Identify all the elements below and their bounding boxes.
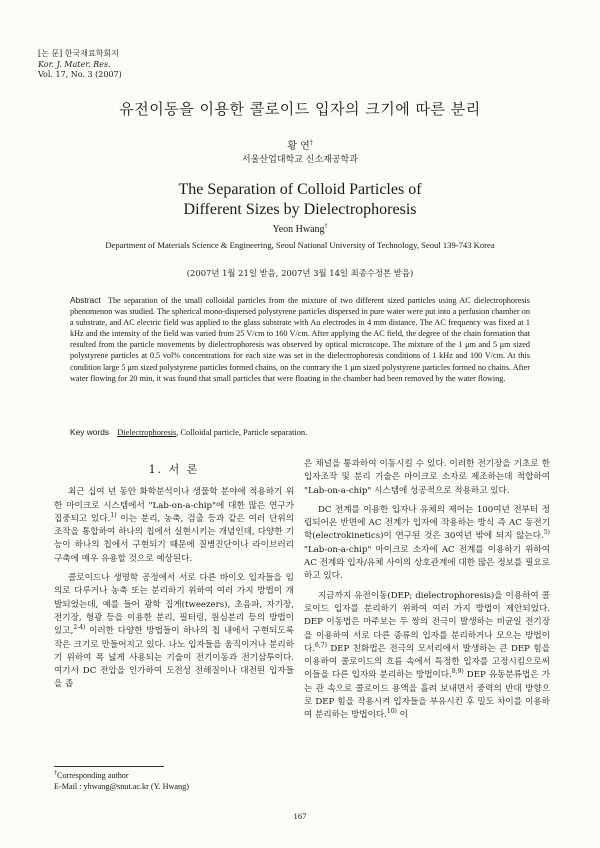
keywords-rest: , Colloidal particle, Particle separation. bbox=[176, 428, 308, 437]
footnote-divider bbox=[54, 766, 164, 767]
author-english-name: Yeon Hwang bbox=[272, 224, 325, 235]
affiliation-english: Department of Materials Science & Engineering, Seoul National University of Technology, Seoul 139-743 Korea bbox=[105, 240, 495, 250]
abstract-label: Abstract bbox=[70, 295, 101, 305]
paragraph bbox=[54, 572, 294, 692]
page-number: 167 bbox=[293, 811, 307, 821]
paragraph-text: DEP 유동분류법은 가는 관 속으로 콜로이드 용액을 흘려 보내면서 중력의 반대 방향으로 DEP 힘을 작용시켜 입자들을 부유시킨 후 밀도 차이를 이용하여 분리하는 방법이다. bbox=[304, 670, 550, 721]
paragraph bbox=[304, 458, 550, 498]
footnote-corresponding bbox=[54, 770, 189, 781]
journal-volume: Vol. 17, No. 3 (2007) bbox=[38, 70, 122, 79]
author-korean bbox=[0, 137, 600, 152]
keywords-label: Key words bbox=[70, 427, 110, 437]
affiliation-korean: 서울산업대학교 신소재공학과 bbox=[242, 155, 358, 165]
citation: 2-4) bbox=[73, 624, 86, 632]
paragraph-text: "Lab-on-a-chip" 마이크로 소자에 AC 전계를 이용하기 위하여 AC 전계와 입자/유체 사이의 상호관계에 대한 많은 정보를 필요로 하고 있다. bbox=[304, 544, 550, 582]
column-right bbox=[304, 458, 550, 723]
paragraph-text: DEP 친화법은 전극의 모서리에서 발생하는 큰 DEP 힘을 이용하여 콜로이드의 흐름 속에서 특정한 입자를 고정시킴으로써 이들을 다른 입자와 분리하는 방법이다. bbox=[304, 643, 550, 681]
paragraph-text: 이러한 다양한 방법들이 하나의 칩 내에서 구현되도록 작은 크기로 만들어지고 있다. 나노 입자들을 움직이거나 분리하기 위하여 폭 넓게 사용되는 기술이 전기이동과 전기삼투이다. 여기서 DC 전압을 인가하여 도전성 전해질이나 대전된 입자들을 좁 bbox=[54, 626, 294, 690]
title-korean: 유전이동을 이용한 콜로이드 입자의 크기에 따른 분리 bbox=[119, 100, 481, 118]
corresponding-mark: † bbox=[309, 139, 313, 147]
paragraph bbox=[304, 504, 550, 584]
keywords bbox=[70, 427, 530, 437]
citation: 6,7) bbox=[315, 642, 327, 649]
corresponding-mark-en: † bbox=[324, 223, 328, 230]
received-dates: (2007년 1월 21일 받음, 2007년 3월 14일 최종수정본 받음) bbox=[186, 268, 414, 278]
title-english-line-2: Different Sizes by Dielectrophoresis bbox=[183, 201, 417, 218]
paragraph-text: 지금까지 유전이동(DEP; dielectrophoresis)을 이용하여 콜로이드 입자를 분리하기 위하여 여러 가지 방법이 제안되었다. DEP 이동법은 마주보는 두 쌍의 전극이 발생하는 비균일 전기장을 이용하여 서로 다른 종류의 입자를 분리하거나 모으는 방법이다. bbox=[304, 590, 550, 654]
column-left bbox=[54, 463, 294, 692]
title-english-line-1: The Separation of Colloid Particles of bbox=[178, 181, 422, 198]
paragraph-text: 은 채널을 통과하여 이동시킬 수 있다. 이러한 전기장을 기초로 한 입자조작 및 분리 기술은 마이크로 소자로 제조하는데 적합하여 "Lab-on-a-chip" 시스템에 성공적으로 적용하고 있다. bbox=[304, 459, 550, 496]
abstract-text: The separation of the small colloidal particles from the mixture of two different sized particles using AC dielectrophoresis phenomenon was studied. The spherical mono-dispersed polystyrene particles dispersed in pure water were put into a perfusion chamber on a substrate, and AC electric field was applied to the glass substrate with Au electrodes in 4 mm distance. The AC frequency was fixed at 1 kHz and the intensity of the field was varied from 25 V/cm to 160 V/cm. After applying the AC field, the degree of the chain formation that resulted from the particle movements by dielectrophoresis was observed by optical microscope. The mixture of the 1 μm and 5 μm sized polystyrene particles at 0.5 vol% concentrations for each size was set in the dielectrophoresis conditions of 1 kHz and 100 V/cm. At this condition large 5 μm sized polystyrene particles formed chains, on the contrary the 1 μm sized polystyrene particles formed no chains. After water flowing for 20 min, it was found that small particles that were floating in the chamber had been removed by the water flowing. bbox=[70, 296, 530, 383]
citation: 10) bbox=[386, 708, 397, 716]
footnote bbox=[54, 770, 189, 792]
abstract bbox=[70, 295, 530, 384]
paragraph-text: 이 bbox=[396, 710, 408, 721]
citation: 1) bbox=[110, 512, 117, 520]
journal-name-ko: [논 문] 한국재료학회지 bbox=[38, 49, 119, 58]
author-korean-name: 황 연 bbox=[287, 141, 310, 152]
title-english bbox=[0, 180, 600, 220]
journal-header bbox=[38, 49, 122, 81]
paragraph-text: DC 전계를 이용한 입자나 유체의 제어는 100여년 전부터 정립되어온 반면에 AC 전계가 입자에 작용하는 방식 즉 AC 동전기학(electrokinetics)이 연구된 것은 30여년 밖에 되지 않는다. bbox=[304, 504, 550, 542]
citation: 5) bbox=[543, 529, 550, 537]
paragraph-text: 콜로이드나 생명학 공정에서 서로 다른 바이오 입자들을 임의로 다루거나 농축 또는 분리하기 위하여 여러 가지 방법이 개발되었는데, 예를 들어 광학 집게(tweezers), 초음파, 자기장, 전기장, 형광 등을 이용한 분리, 필터링, 원심분리 등의 방법이 있고, bbox=[54, 573, 294, 637]
footnote-label: Corresponding author bbox=[57, 771, 129, 780]
footnote-email: E-Mail : yhwang@snut.ac.kr (Y. Hwang) bbox=[54, 782, 189, 791]
section-heading-introduction: 1. 서 론 bbox=[148, 463, 200, 476]
citation: 8,9) bbox=[451, 668, 464, 676]
author-english bbox=[0, 224, 600, 235]
journal-name-en: Kor. J. Mater. Res. bbox=[38, 59, 111, 69]
footnote-mark: † bbox=[54, 770, 57, 777]
paragraph-text: 최근 십여 년 동안 화학분석이나 생물학 분야에 적용하기 위한 마이크로 시스템에서 "Lab-on-a-chip"에 대한 많은 연구가 집중되고 있다. bbox=[54, 487, 294, 524]
paragraph bbox=[304, 590, 550, 723]
paragraph-text: 이는 분리, 농축, 검출 등과 같은 여러 단위의 조작을 통합하여 하나의 칩에서 실현시키는 개념인데, 다양한 기능이 하나의 칩에서 구현되기 때문에 질병진단이나 라이브러리 구축에 매우 유용할 것으로 예상된다. bbox=[54, 513, 294, 564]
keyword-dielectrophoresis: Dielectrophoresis bbox=[117, 428, 177, 437]
paragraph bbox=[54, 486, 294, 566]
